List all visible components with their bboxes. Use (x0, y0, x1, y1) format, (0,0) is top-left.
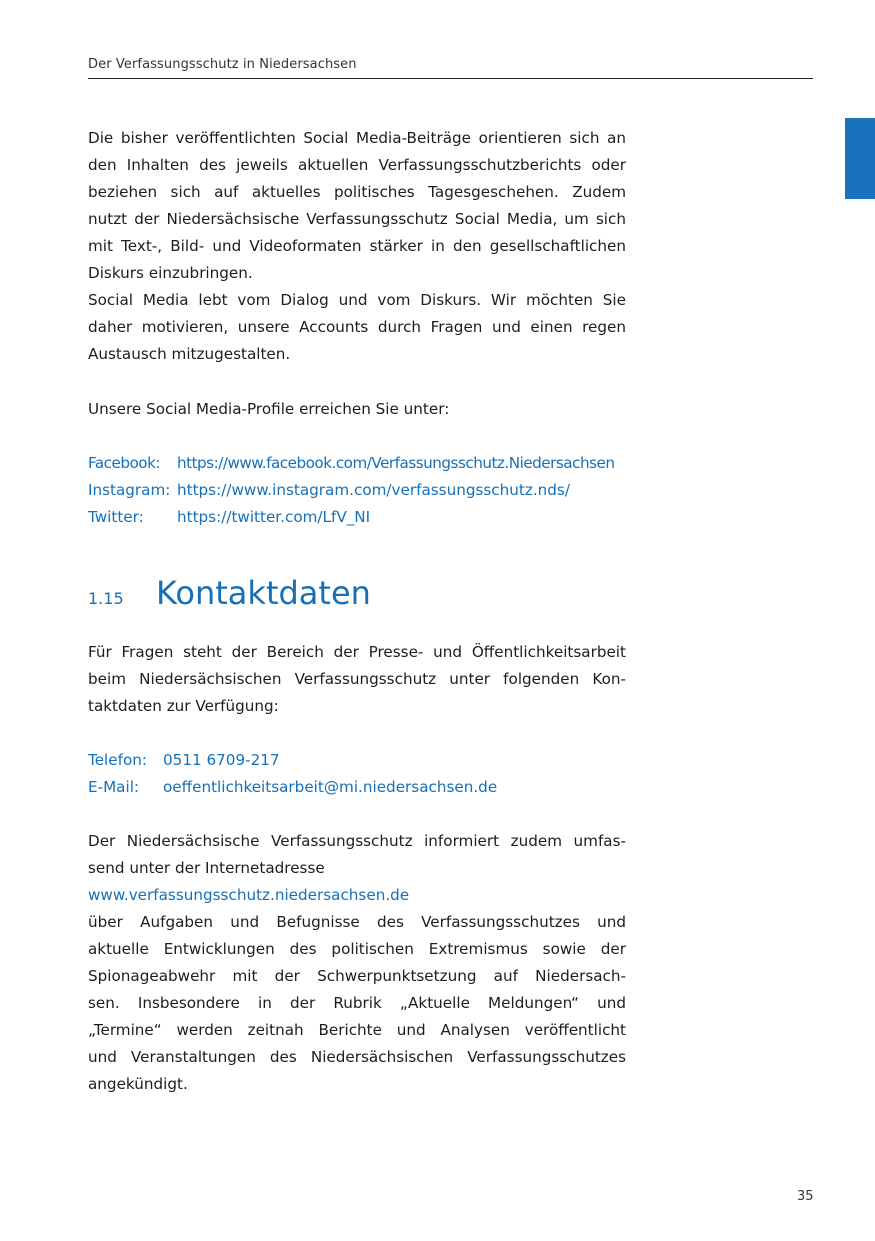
text-line: über Aufgaben und Befugnisse des Verfassungsschutzes und (88, 913, 626, 931)
social-label: Facebook: (88, 454, 160, 472)
email-row (88, 774, 498, 801)
facebook-link[interactable]: https://www.facebook.com/Verfassungsschutz.Niedersachsen (177, 454, 615, 472)
text-line: sen. Insbesondere in der Rubrik „Aktuelle Meldungen“ und (88, 994, 626, 1012)
text-line: aktuelle Entwicklungen des politischen Extremismus sowie der (88, 940, 626, 958)
section-number: 1.15 (88, 589, 124, 608)
header-rule (88, 78, 813, 79)
instagram-link[interactable]: https://www.instagram.com/verfassungsschutz.nds/ (177, 481, 570, 499)
text-line: Der Niedersächsische Verfassungsschutz informiert zudem umfas- (88, 832, 626, 850)
text-line: taktdaten zur Verfügung: (88, 697, 279, 715)
text-line: „Termine“ werden zeitnah Berichte und Analysen veröffentlicht (88, 1021, 626, 1039)
social-row-instagram (88, 477, 570, 504)
text-line: angekündigt. (88, 1075, 188, 1093)
text-line: beim Niedersächsischen Verfassungsschutz unter folgenden Kon- (88, 670, 626, 688)
text-line: Social Media lebt vom Dialog und vom Diskurs. Wir möchten Sie (88, 291, 626, 309)
chapter-tab-marker (845, 118, 875, 199)
social-row-twitter (88, 504, 371, 531)
page-number: 35 (797, 1189, 814, 1204)
phone-label: Telefon: (88, 751, 147, 769)
email-link[interactable]: oeffentlichkeitsarbeit@mi.niedersachsen.de (163, 778, 498, 796)
text-line: daher motivieren, unsere Accounts durch Fragen und einen regen (88, 318, 626, 336)
text-line: mit Text-, Bild- und Videoformaten stärker in den gesellschaftlichen (88, 237, 626, 255)
section-title: Kontaktdaten (156, 574, 371, 612)
profiles-intro: Unsere Social Media-Profile erreichen Sie unter: (88, 400, 450, 418)
text-line: beziehen sich auf aktuelles politisches Tagesgeschehen. Zudem (88, 183, 626, 201)
phone-row (88, 747, 280, 774)
text-line: send unter der Internetadresse (88, 859, 325, 877)
website-link[interactable]: www.verfassungsschutz.niedersachsen.de (88, 886, 410, 904)
text-line: Spionageabwehr mit der Schwerpunktsetzung auf Niedersach- (88, 967, 626, 985)
text-line: Für Fragen steht der Bereich der Presse- und Öffentlichkeitsarbeit (88, 643, 626, 661)
twitter-link[interactable]: https://twitter.com/LfV_NI (177, 508, 371, 526)
running-head: Der Verfassungsschutz in Niedersachsen (88, 57, 357, 72)
text-line: Die bisher veröffentlichten Social Media-Beiträge orientieren sich an (88, 129, 626, 147)
phone-number[interactable]: 0511 6709-217 (163, 751, 280, 769)
text-line: den Inhalten des jeweils aktuellen Verfassungsschutzberichts oder (88, 156, 626, 174)
text-line: und Veranstaltungen des Niedersächsischen Verfassungsschutzes (88, 1048, 626, 1066)
social-row-facebook (88, 450, 615, 477)
text-line: Austausch mitzugestalten. (88, 345, 291, 363)
email-label: E-Mail: (88, 778, 140, 796)
social-label: Instagram: (88, 481, 171, 499)
social-label: Twitter: (88, 508, 144, 526)
text-line: nutzt der Niedersächsische Verfassungsschutz Social Media, um sich (88, 210, 626, 228)
text-line: Diskurs einzubringen. (88, 264, 253, 282)
